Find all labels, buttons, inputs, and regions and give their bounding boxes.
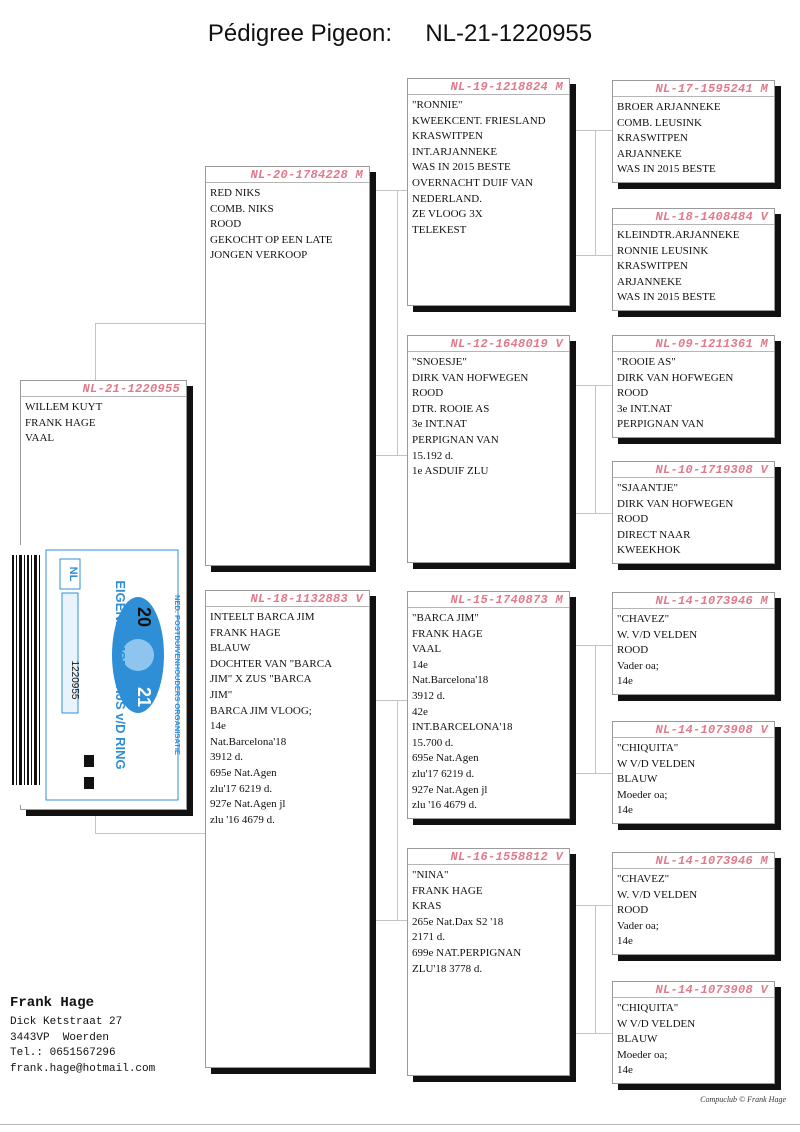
speedsafe-logo-icon xyxy=(84,777,94,789)
card-line: "NINA" xyxy=(412,869,449,881)
card-line: ROOD xyxy=(617,904,649,917)
connector xyxy=(595,385,596,513)
owner-info xyxy=(10,995,155,1077)
pedigree-card-mmm xyxy=(612,981,775,1084)
card-lines xyxy=(408,352,569,480)
ring-number: NL-21-1220955 xyxy=(21,381,186,397)
connector xyxy=(370,190,407,191)
card-line: FRANK HAGE xyxy=(210,626,281,639)
card-line: VAAL xyxy=(412,643,442,656)
card-line: Nat.Barcelona'18 xyxy=(412,674,489,687)
card-line: "SJAANTJE" xyxy=(617,482,678,494)
card-line: JONGEN VERKOOP xyxy=(210,249,308,262)
card-line: DIRECT NAAR xyxy=(617,528,691,541)
card-line: 14e xyxy=(617,675,633,688)
card-line: DOCHTER VAN "BARCA xyxy=(210,657,333,670)
pedigree-card-fmm xyxy=(612,461,775,564)
card-lines xyxy=(206,183,369,264)
card-line: JIM" xyxy=(210,688,233,701)
card-line: 695e Nat.Agen xyxy=(412,752,479,765)
card-line: 265e Nat.Dax S2 '18 xyxy=(412,915,504,928)
card-line: BROER ARJANNEKE xyxy=(617,101,721,113)
pedigree-card-mm xyxy=(407,848,570,1076)
card-line: BARCA JIM VLOOG; xyxy=(210,704,312,717)
card-line: "CHIQUITA" xyxy=(617,1002,679,1014)
card-line: COMB. LEUSINK xyxy=(617,116,702,129)
connector xyxy=(570,385,612,386)
connector xyxy=(595,130,596,255)
pedigree-card-mff xyxy=(612,592,775,695)
card-line: ROOD xyxy=(617,513,649,526)
ring-number: NL-16-1558812 V xyxy=(408,849,569,865)
card-line: 3912 d. xyxy=(412,689,445,702)
card-line: DIRK VAN HOFWEGEN xyxy=(412,371,529,384)
card-line: "ROOIE AS" xyxy=(617,356,676,368)
ring-number: NL-14-1073908 V xyxy=(613,722,774,738)
card-line: 42e xyxy=(412,705,428,718)
ring-number: NL-14-1073946 M xyxy=(613,853,774,869)
card-line: KRASWITPEN xyxy=(617,260,688,273)
card-line: ARJANNEKE xyxy=(617,147,682,160)
card-line: PERPIGNAN VAN xyxy=(617,418,704,431)
card-line: 14e xyxy=(210,720,226,733)
card-lines xyxy=(206,607,369,828)
card-line: zlu '16 4679 d. xyxy=(210,813,275,826)
card-line: 14e xyxy=(412,658,428,671)
card-line: WAS IN 2015 BESTE xyxy=(617,163,716,176)
card-line: WAS IN 2015 BESTE xyxy=(617,291,716,304)
card-line: Moeder oa; xyxy=(617,1048,668,1061)
card-line: 14e xyxy=(617,804,633,817)
connector xyxy=(570,645,612,646)
connector xyxy=(370,920,407,921)
ring-label-number: 1220955 xyxy=(69,660,80,700)
card-line: 927e Nat.Agen jl xyxy=(412,783,488,796)
card-lines xyxy=(613,352,774,433)
card-line: WAS IN 2015 BESTE xyxy=(412,161,511,174)
connector xyxy=(595,905,596,1033)
connector xyxy=(570,1033,612,1034)
pedigree-card-fff xyxy=(612,80,775,183)
connector xyxy=(570,905,612,906)
ring-ownership-label xyxy=(12,545,182,805)
card-line: DIRK VAN HOFWEGEN xyxy=(617,371,734,384)
card-line: KRASWITPEN xyxy=(617,132,688,145)
card-lines xyxy=(613,998,774,1079)
card-line: BLAUW xyxy=(210,642,251,655)
card-line: ROOD xyxy=(617,644,649,657)
card-line: NEDERLAND. xyxy=(412,192,482,205)
card-line: 1e ASDUIF ZLU xyxy=(412,465,489,478)
page-title: Pédigree Pigeon: NL-21-1220955 xyxy=(207,20,593,47)
card-line: Vader oa; xyxy=(617,919,659,932)
card-lines xyxy=(613,97,774,178)
card-line: WILLEM KUYT xyxy=(25,401,103,413)
card-line: 15.700 d. xyxy=(412,736,454,749)
card-line: 3912 d. xyxy=(210,751,243,764)
ring-number: NL-18-1408484 V xyxy=(613,209,774,225)
owner-street: Dick Ketstraat 27 xyxy=(10,1016,123,1028)
card-line: ROOD xyxy=(210,218,242,231)
ring-number: NL-14-1073946 M xyxy=(613,593,774,609)
card-line: COMB. NIKS xyxy=(210,202,274,215)
ring-label-year-top: 20 xyxy=(134,606,154,628)
owner-email: frank.hage@hotmail.com xyxy=(10,1062,156,1075)
ring-number: NL-09-1211361 M xyxy=(613,336,774,352)
connector xyxy=(95,323,205,324)
card-line: BLAUW xyxy=(617,1033,658,1046)
card-line: "SNOESJE" xyxy=(412,356,467,368)
pedigree-card-fm xyxy=(407,335,570,563)
card-line: FRANK HAGE xyxy=(25,416,96,429)
pedigree-card-ff xyxy=(407,78,570,306)
card-lines xyxy=(613,609,774,690)
pedigree-card-mfm xyxy=(612,721,775,824)
ring-label-year-bottom: 21 xyxy=(134,686,154,708)
connector xyxy=(370,455,407,456)
card-line: ARJANNEKE xyxy=(617,275,682,288)
card-line: zlu'17 6219 d. xyxy=(210,782,273,795)
pedigree-card-mmf xyxy=(612,852,775,955)
ring-number: NL-10-1719308 V xyxy=(613,462,774,478)
card-line: W. V/D VELDEN xyxy=(617,888,698,901)
ring-number: NL-18-1132883 V xyxy=(206,591,369,607)
ring-label-org: NED. POSTDUIVENHOUDERS ORGANISATIE xyxy=(173,595,182,755)
card-line: VAAL xyxy=(25,432,55,445)
card-line: 699e NAT.PERPIGNAN xyxy=(412,946,522,959)
pedigree-card-mother xyxy=(205,590,370,1068)
card-line: INTEELT BARCA JIM xyxy=(210,611,315,623)
card-lines xyxy=(613,869,774,950)
card-line: INT.BARCELONA'18 xyxy=(412,721,513,734)
card-line: 14e xyxy=(617,1064,633,1077)
connector xyxy=(570,130,612,131)
card-line: 15.192 d. xyxy=(412,449,454,462)
ring-number: NL-20-1784228 M xyxy=(206,167,369,183)
barcode xyxy=(12,555,40,785)
card-line: BLAUW xyxy=(617,773,658,786)
card-line: W. V/D VELDEN xyxy=(617,628,698,641)
card-line: ZLU'18 3778 d. xyxy=(412,962,483,975)
card-line: Moeder oa; xyxy=(617,788,668,801)
connector xyxy=(95,833,205,834)
ring-label-heading: EIGENDOMSBEWIJS v/D RING xyxy=(113,580,128,770)
card-line: TELEKEST xyxy=(412,223,467,236)
connector xyxy=(397,190,398,455)
card-line: KLEINDTR.ARJANNEKE xyxy=(617,229,740,241)
owner-name: Frank Hage xyxy=(10,995,95,1011)
card-line: KRASWITPEN xyxy=(412,130,483,143)
card-lines xyxy=(408,608,569,814)
pedigree-card-father xyxy=(205,166,370,566)
card-line: "CHAVEZ" xyxy=(617,613,670,625)
ring-number: NL-15-1740873 M xyxy=(408,592,569,608)
card-line: FRANK HAGE xyxy=(412,884,483,897)
ring-label-country: NL xyxy=(67,566,79,582)
card-line: ZE VLOOG 3X xyxy=(412,208,483,221)
card-line: PERPIGNAN VAN xyxy=(412,433,499,446)
connector xyxy=(370,700,407,701)
bottom-divider xyxy=(0,1124,800,1125)
ring-number: NL-19-1218824 M xyxy=(408,79,569,95)
card-line: ROOD xyxy=(617,387,649,400)
card-line: "CHIQUITA" xyxy=(617,742,679,754)
card-line: DIRK VAN HOFWEGEN xyxy=(617,497,734,510)
card-line: JIM" X ZUS "BARCA xyxy=(210,673,312,686)
card-line: RED NIKS xyxy=(210,187,261,199)
card-line: 14e xyxy=(617,935,633,948)
card-line: 3e INT.NAT xyxy=(412,418,467,431)
card-line: "RONNIE" xyxy=(412,99,463,111)
card-line: Nat.Barcelona'18 xyxy=(210,735,287,748)
card-line: KWEEKCENT. FRIESLAND xyxy=(412,114,546,127)
card-line: 3e INT.NAT xyxy=(617,402,672,415)
card-lines xyxy=(408,865,569,977)
pedigree-card-ffm xyxy=(612,208,775,311)
card-line: 695e Nat.Agen xyxy=(210,766,277,779)
card-line: GEKOCHT OP EEN LATE xyxy=(210,233,333,246)
owner-phone: Tel.: 0651567296 xyxy=(10,1047,116,1059)
card-line: "CHAVEZ" xyxy=(617,873,670,885)
owner-city: 3443VP Woerden xyxy=(10,1031,110,1044)
pedigree-card-fmf xyxy=(612,335,775,438)
ring-number: NL-17-1595241 M xyxy=(613,81,774,97)
card-line: "BARCA JIM" xyxy=(412,612,479,624)
card-line: ROOD xyxy=(412,387,444,400)
np-logo-icon xyxy=(84,755,94,767)
card-line: 927e Nat.Agen jl xyxy=(210,798,286,811)
ring-label-graphic xyxy=(12,545,182,805)
connector xyxy=(570,255,612,256)
card-line: KRAS xyxy=(412,900,442,913)
connector xyxy=(595,645,596,773)
card-lines xyxy=(613,478,774,559)
connector xyxy=(397,700,398,920)
card-line: INT.ARJANNEKE xyxy=(412,145,498,158)
card-line: zlu '16 4679 d. xyxy=(412,799,477,812)
ring-number: NL-14-1073908 V xyxy=(613,982,774,998)
card-lines xyxy=(613,738,774,819)
card-lines xyxy=(408,95,569,238)
connector xyxy=(570,773,612,774)
card-line: zlu'17 6219 d. xyxy=(412,767,475,780)
pedigree-card-mf xyxy=(407,591,570,819)
card-lines xyxy=(613,225,774,306)
connector xyxy=(570,513,612,514)
card-line: RONNIE LEUSINK xyxy=(617,244,709,257)
card-line: KWEEKHOK xyxy=(617,544,681,557)
card-line: Vader oa; xyxy=(617,659,659,672)
card-line: OVERNACHT DUIF VAN xyxy=(412,176,534,189)
card-line: 2171 d. xyxy=(412,931,445,944)
credit-text: Compuclub © Frank Hage xyxy=(700,1095,786,1104)
card-lines xyxy=(21,397,186,447)
card-line: DTR. ROOIE AS xyxy=(412,402,490,415)
card-line: W V/D VELDEN xyxy=(617,1017,696,1030)
card-line: W V/D VELDEN xyxy=(617,757,696,770)
card-line: FRANK HAGE xyxy=(412,627,483,640)
ring-number: NL-12-1648019 V xyxy=(408,336,569,352)
